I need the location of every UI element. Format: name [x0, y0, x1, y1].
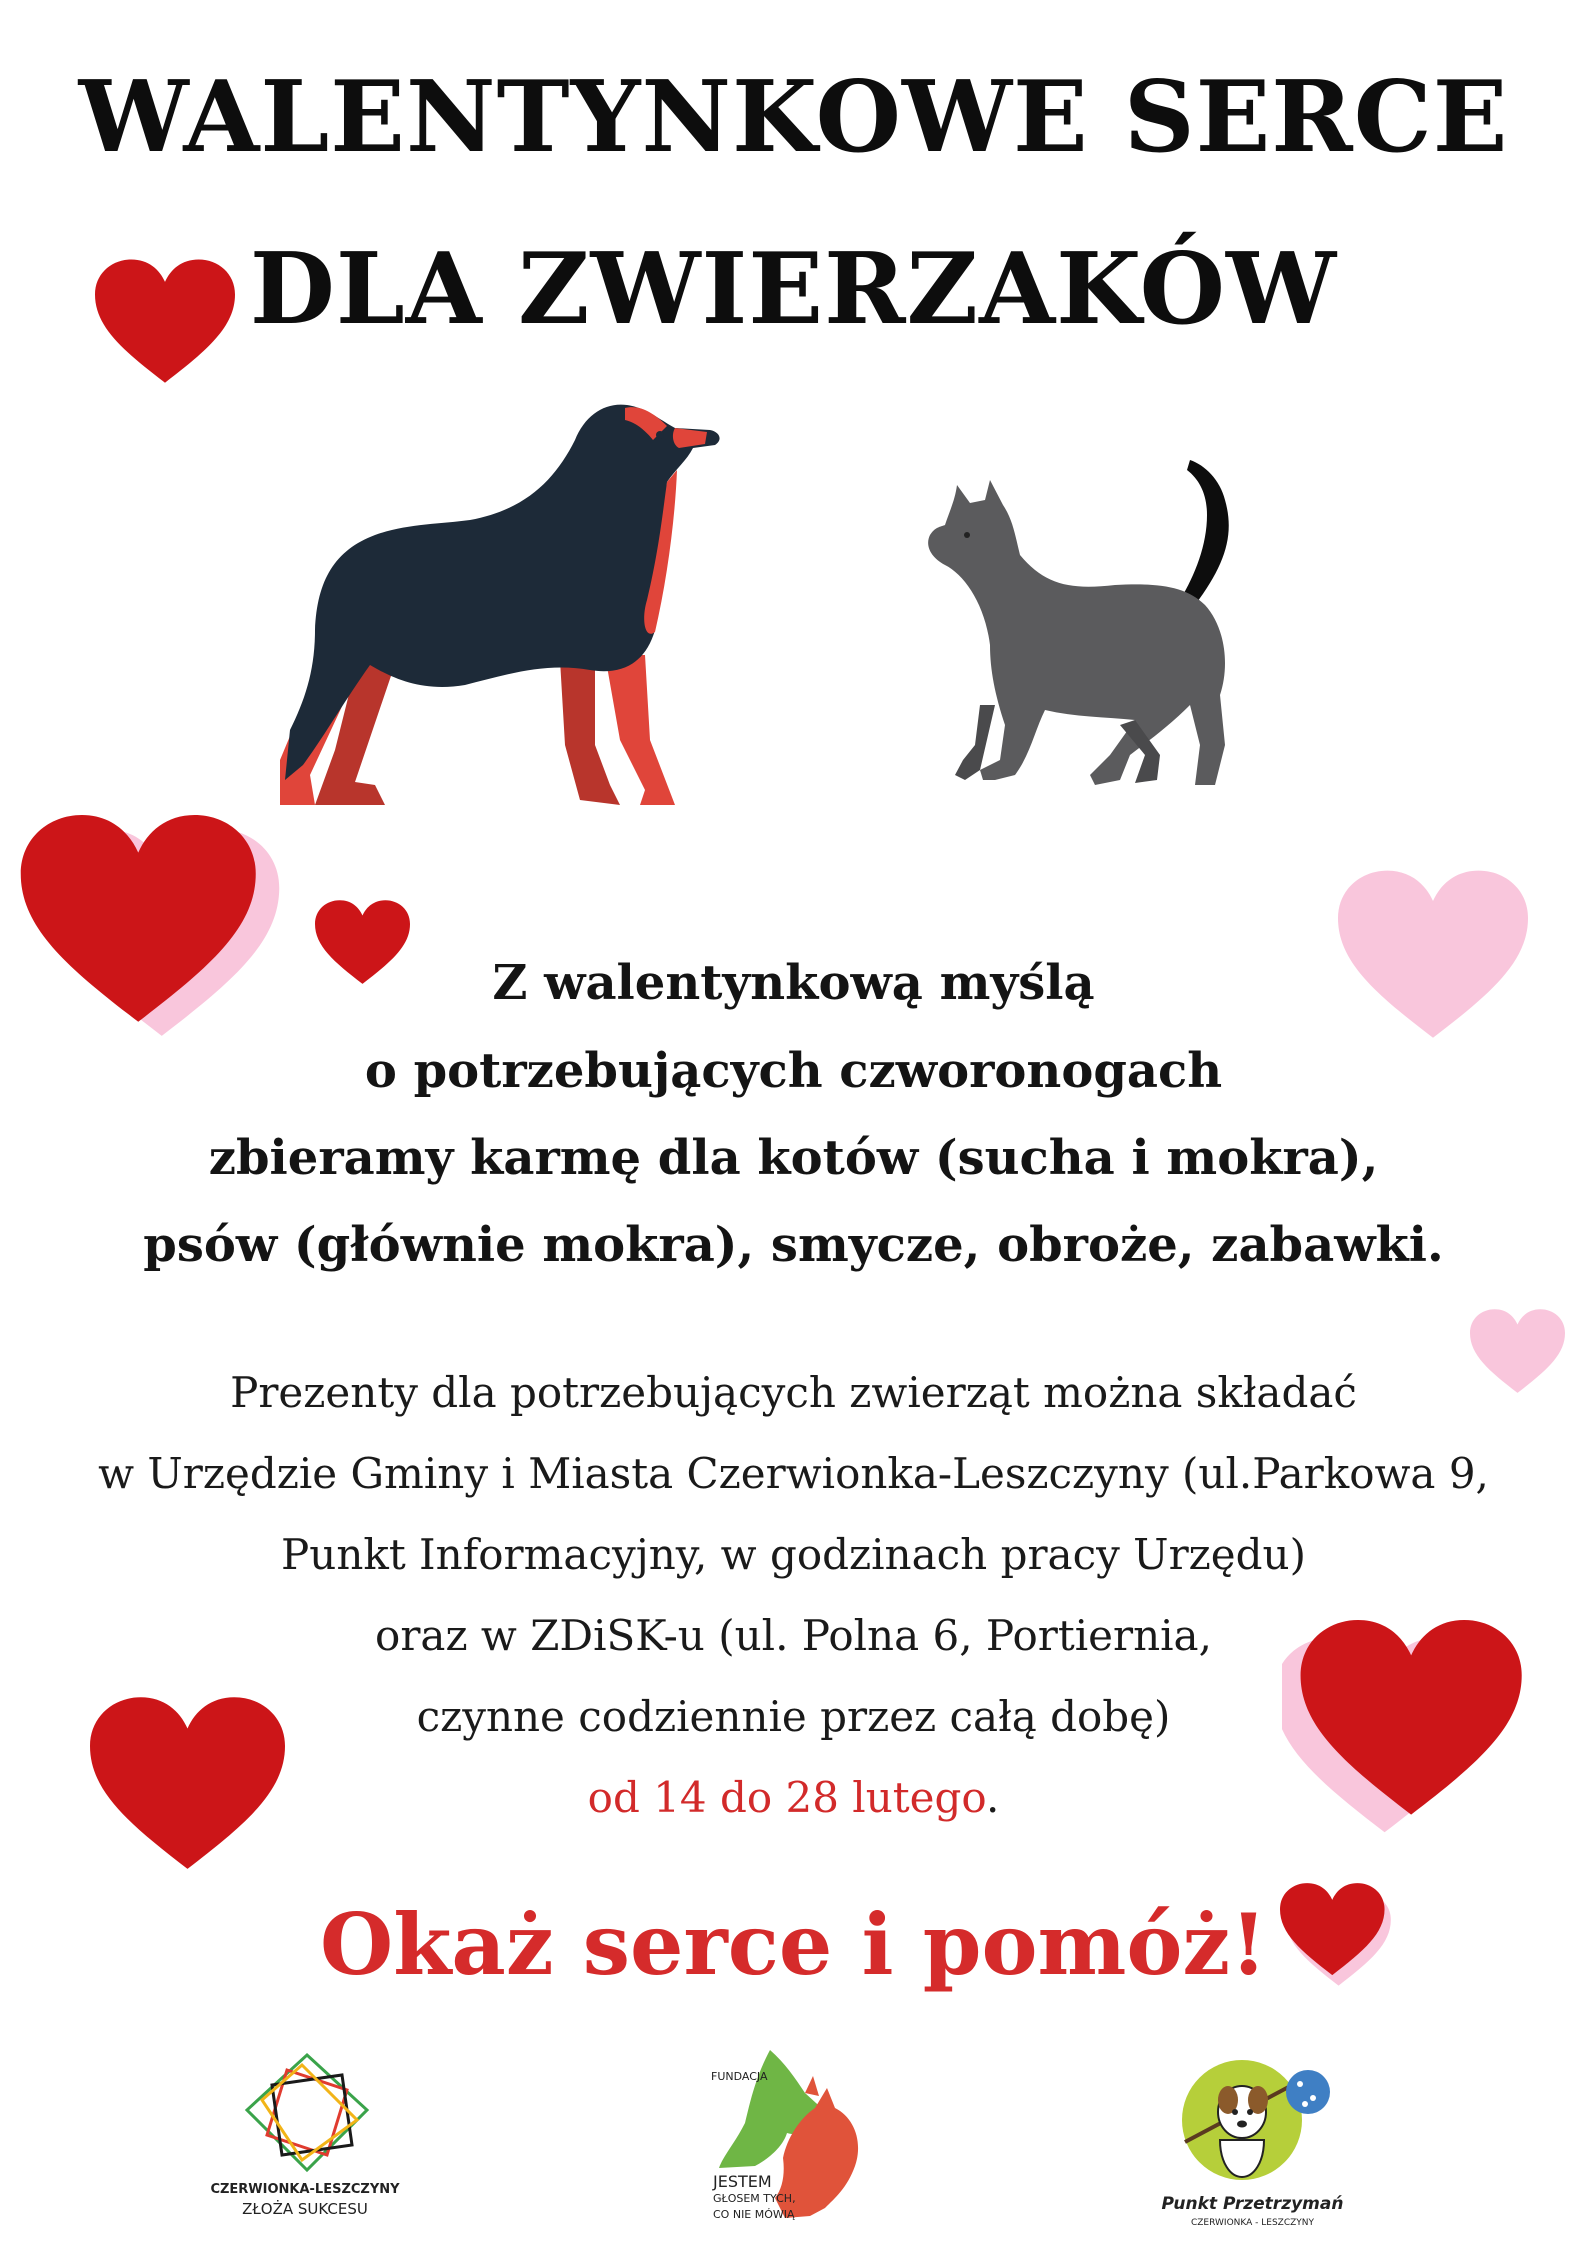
- czerwionka-logo-line-1: CZERWIONKA-LESZCZYNY: [210, 2182, 400, 2197]
- call-to-action: Okaż serce i pomóż!: [320, 1895, 1267, 1994]
- czerwionka-logo-line-2: ZŁOŻA SUKCESU: [242, 2200, 368, 2218]
- title-line-1: WALENTYNKOWE SERCE: [78, 60, 1509, 175]
- lead-line-2: o potrzebujących czworonogach: [364, 1043, 1223, 1099]
- lead-line-4: psów (głównie mokra), smycze, obroże, zabawki.: [143, 1217, 1444, 1273]
- info-line-1: Prezenty dla potrzebujących zwierząt można składać: [230, 1368, 1357, 1417]
- punkt-przetrzyman-logo: [1160, 2052, 1345, 2237]
- czerwionka-logo-mark: [242, 2050, 372, 2175]
- info-dates: [0, 1773, 1587, 1822]
- info-line-5: czynne codziennie przez całą dobę): [416, 1692, 1171, 1741]
- lead-line-3: zbieramy karmę dla kotów (sucha i mokra),: [208, 1130, 1379, 1186]
- czerwionka-logo: [210, 2050, 400, 2230]
- dog-illustration: [275, 400, 765, 815]
- dates-highlight: od 14 do 28 lutego: [587, 1773, 986, 1822]
- title-line-2: DLA ZWIERZAKÓW: [249, 232, 1338, 347]
- fundacja-logo-line-3: CO NIE MÓWIĄ: [713, 2208, 795, 2221]
- info-line-2: w Urzędzie Gminy i Miasta Czerwionka-Leszczyny (ul.Parkowa 9,: [98, 1449, 1489, 1498]
- cat-illustration: [895, 455, 1255, 790]
- lead-line-1: Z walentynkową myślą: [492, 955, 1095, 1011]
- punkt-przetrzyman-logo-mark: [1180, 2052, 1330, 2192]
- heart-icon: [20, 815, 280, 1050]
- fundacja-logo-top: FUNDACJA: [711, 2070, 768, 2083]
- fundacja-logo-line-1: JESTEM: [713, 2172, 772, 2191]
- fundacja-logo-line-2: GŁOSEM TYCH,: [713, 2192, 796, 2205]
- info-line-3: Punkt Informacyjny, w godzinach pracy Urzędu): [281, 1530, 1306, 1579]
- dates-period: .: [985, 1773, 1000, 1822]
- punkt-logo-line-1: Punkt Przetrzymań: [1161, 2194, 1344, 2214]
- info-line-4: oraz w ZDiSK-u (ul. Polna 6, Portiernia,: [375, 1611, 1212, 1660]
- fundacja-logo: [711, 2048, 915, 2238]
- punkt-logo-line-2: CZERWIONKA - LESZCZYNY: [1190, 2218, 1315, 2228]
